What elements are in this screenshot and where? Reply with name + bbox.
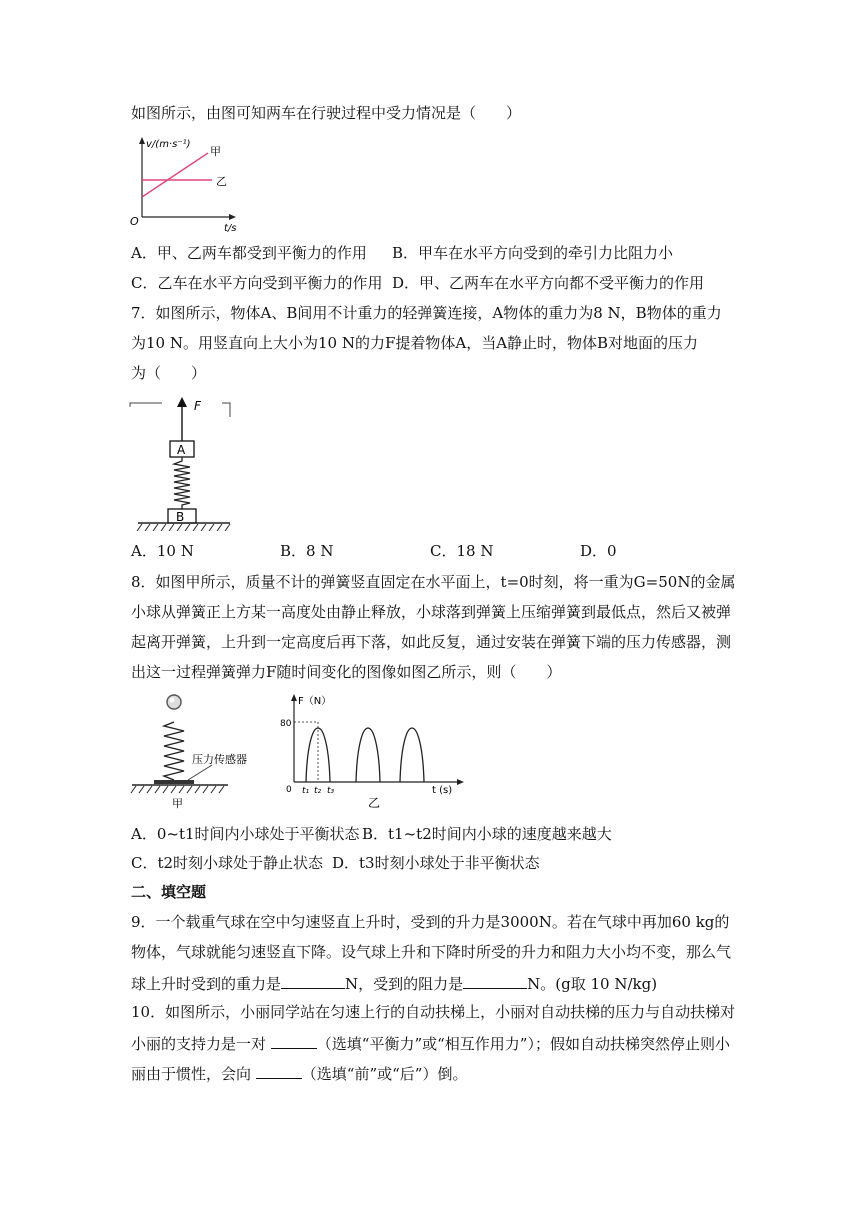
- q10-stem-2: [131, 1032, 730, 1054]
- caption-jia: 甲: [172, 797, 183, 810]
- q6-stem: 如图所示，由图可知两车在行驶过程中受力情况是（ ）: [131, 104, 522, 122]
- q7-option-a: A．10 N: [131, 542, 194, 560]
- q10-text-start: 丽由于惯性，会向: [131, 1065, 252, 1083]
- spring-diagram: [128, 393, 238, 533]
- vt-label-jia: 甲: [210, 145, 221, 158]
- vt-xlabel: t/s: [224, 223, 237, 234]
- vt-graph: [128, 135, 253, 235]
- pulse-2: [356, 728, 380, 782]
- q9-text-c: N。(g取 10 N/kg): [527, 975, 658, 993]
- q7-option-c: C．18 N: [430, 542, 494, 560]
- ground: [131, 785, 228, 793]
- q8-stem-1: 8．如图甲所示，质量不计的弹簧竖直固定在水平面上，t=0时刻，将一重为G=50N的金属: [131, 573, 736, 591]
- ground: [137, 523, 230, 531]
- q8-stem-3: 起离开弹簧，上升到一定高度后再下落，如此反复，通过安装在弹簧下端的压力传感器，测: [131, 633, 732, 651]
- spring-coil: [164, 722, 184, 780]
- sensor-diagram: [128, 690, 268, 810]
- q10-blank-force-type[interactable]: [271, 1032, 317, 1049]
- sensor-plate: [154, 780, 194, 784]
- caption-yi: 乙: [368, 796, 381, 810]
- ft-t3: t₃: [327, 786, 335, 796]
- q9-blank-resistance[interactable]: [463, 972, 527, 989]
- sensor-label: 压力传感器: [192, 753, 247, 766]
- q8-option-b: B．t1~t2时间内小球的速度越来越大: [362, 825, 612, 843]
- q10-stem-1: 10．如图所示，小丽同学站在匀速上行的自动扶梯上，小丽对自动扶梯的压力与自动扶梯对: [131, 1003, 736, 1021]
- pulse-3: [400, 728, 424, 782]
- ball: [167, 695, 181, 709]
- q9-text-b: N，受到的阻力是: [345, 975, 464, 993]
- q8-option-d: D．t3时刻小球处于非平衡状态: [332, 854, 540, 872]
- block-b-label: B: [176, 510, 185, 524]
- q8-option-c: C．t2时刻小球处于静止状态: [131, 854, 324, 872]
- force-label: F: [194, 399, 201, 413]
- q10-text-b: （选填“平衡力”或“相互作用力”）；假如自动扶梯突然停止则小: [316, 1035, 730, 1053]
- vt-label-yi: 乙: [216, 175, 227, 188]
- q7-option-d: D．0: [580, 542, 617, 560]
- ft-peak-label: 80: [280, 719, 292, 729]
- vt-origin: O: [130, 215, 139, 228]
- ft-t2: t₂: [314, 786, 322, 796]
- q6-option-d: D．甲、乙两车在水平方向都不受平衡力的作用: [392, 274, 705, 292]
- q9-stem-3: [131, 972, 657, 994]
- ft-graph: [278, 690, 468, 810]
- spring-coil: [174, 457, 190, 509]
- q10-text-c: （选填“前”或“后”）倒。: [301, 1065, 468, 1083]
- q9-text-a: 球上升时受到的重力是: [131, 975, 282, 993]
- line-jia: [142, 153, 208, 197]
- q7-stem-2: 为10 N。用竖直向上大小为10 N的力F提着物体A，当A静止时，物体B对地面的压力: [131, 334, 699, 352]
- block-a-label: A: [177, 443, 186, 457]
- q8-stem-2: 小球从弹簧正上方某一高度处由静止释放，小球落到弹簧上压缩弹簧到最低点，然后又被弹: [131, 603, 732, 621]
- q9-stem-1: 9．一个载重气球在空中匀速竖直上升时，受到的升力是3000N。若在气球中再加60 kg的: [131, 913, 730, 931]
- ft-origin: 0: [286, 785, 292, 795]
- q9-blank-gravity[interactable]: [281, 972, 345, 989]
- q9-stem-2: 物体，气球就能匀速竖直下降。设气球上升和下降时所受的升力和阻力大小均不变，那么气: [131, 943, 732, 961]
- q6-option-b: B．甲车在水平方向受到的牵引力比阻力小: [392, 244, 674, 262]
- q6-option-c: C．乙车在水平方向受到平衡力的作用: [131, 274, 383, 292]
- vt-ylabel: v/(m·s⁻¹): [146, 139, 191, 150]
- q8-stem-4: 出这一过程弹簧弹力F随时间变化的图像如图乙所示，则（ ）: [131, 663, 562, 681]
- q7-stem-3: 为（ ）: [131, 364, 207, 382]
- force-arrow: [177, 397, 187, 441]
- ft-t1: t₁: [302, 786, 310, 796]
- q6-option-a: A．甲、乙两车都受到平衡力的作用: [131, 244, 367, 262]
- q8-option-a: A．0~t1时间内小球处于平衡状态: [131, 825, 360, 843]
- q10-text-a: 小丽的支持力是一对: [131, 1035, 267, 1053]
- section-heading: 二、填空题: [131, 883, 207, 901]
- q10-stem-3: [131, 1062, 467, 1084]
- q10-blank-direction[interactable]: [256, 1062, 302, 1079]
- ft-xlabel: t (s): [432, 785, 453, 796]
- ft-axes: [291, 694, 464, 785]
- q7-option-b: B．8 N: [280, 542, 334, 560]
- q7-stem-1: 7．如图所示，物体A、B间用不计重力的轻弹簧连接，A物体的重力为8 N，B物体的重力: [131, 304, 722, 322]
- ft-ylabel: F（N）: [298, 696, 332, 707]
